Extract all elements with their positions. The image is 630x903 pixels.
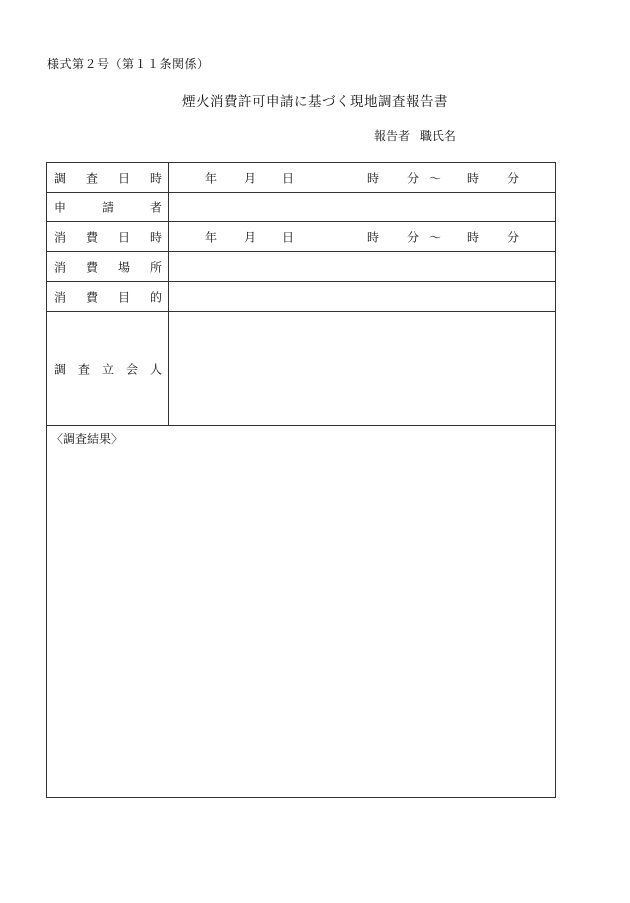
month-label: 月 [244,171,257,185]
label-char: 査 [85,171,98,185]
hour-label: 時 [467,171,480,185]
label-char: 費 [85,260,98,274]
table-row-consumption-place [47,252,555,282]
reporter-name-label: 職氏名 [419,129,456,143]
label-char: 立 [101,362,114,376]
form-number: 様式第２号（第１１条関係） [47,57,210,71]
row-label-survey-datetime [47,163,169,192]
label-char: 会 [125,362,138,376]
survey-result-label: 〈調査結果〉 [51,432,124,446]
label-char: 請 [101,200,114,215]
table-row-applicant [47,193,555,222]
minute-label: 分 [507,230,520,244]
label-char: 査 [77,362,90,376]
row-label-survey-witness [47,312,169,425]
year-label: 年 [205,230,218,244]
table-row-survey-datetime [47,163,555,193]
consumption-purpose-field[interactable] [169,282,555,311]
row-label-applicant [47,193,169,221]
label-char: 日 [117,230,130,244]
minute-label: 分 [407,230,420,244]
label-char: 目 [117,290,130,304]
label-char: 日 [117,171,130,185]
row-label-consumption-datetime [47,222,169,251]
day-label: 日 [282,230,295,244]
month-label: 月 [244,230,257,244]
label-char: 所 [149,260,162,274]
year-label: 年 [205,171,218,185]
reporter-line [374,127,456,144]
minute-label: 分 [507,171,520,185]
day-label: 日 [282,171,295,185]
applicant-field[interactable] [169,193,555,221]
label-char: 者 [149,200,162,215]
label-char: 人 [149,362,162,376]
row-label-consumption-purpose [47,282,169,311]
label-char: 調 [54,171,67,185]
survey-witness-field[interactable] [169,312,555,425]
label-char: 費 [85,290,98,304]
label-char: 消 [54,230,67,244]
tilde-symbol: 〜 [429,171,442,185]
label-char: 時 [149,230,162,244]
hour-label: 時 [367,230,380,244]
hour-label: 時 [367,171,380,185]
label-char: 調 [54,362,67,376]
consumption-datetime-field[interactable] [169,222,555,251]
tilde-symbol: 〜 [429,230,442,244]
minute-label: 分 [407,171,420,185]
row-label-consumption-place [47,252,169,281]
reporter-label: 報告者 [374,129,411,143]
label-char: 費 [85,230,98,244]
survey-datetime-field[interactable] [169,163,555,192]
label-char: 申 [54,200,67,215]
page-title: 煙火消費許可申請に基づく現地調査報告書 [182,94,448,110]
table-row-consumption-datetime [47,222,555,252]
label-char: 的 [149,290,162,304]
label-char: 場 [117,260,130,274]
table-row-consumption-purpose [47,282,555,312]
label-char: 時 [149,171,162,185]
table-row-survey-witness [47,312,555,426]
label-char: 消 [54,290,67,304]
label-char: 消 [54,260,67,274]
consumption-place-field[interactable] [169,252,555,281]
report-form-table [46,162,556,798]
hour-label: 時 [467,230,480,244]
